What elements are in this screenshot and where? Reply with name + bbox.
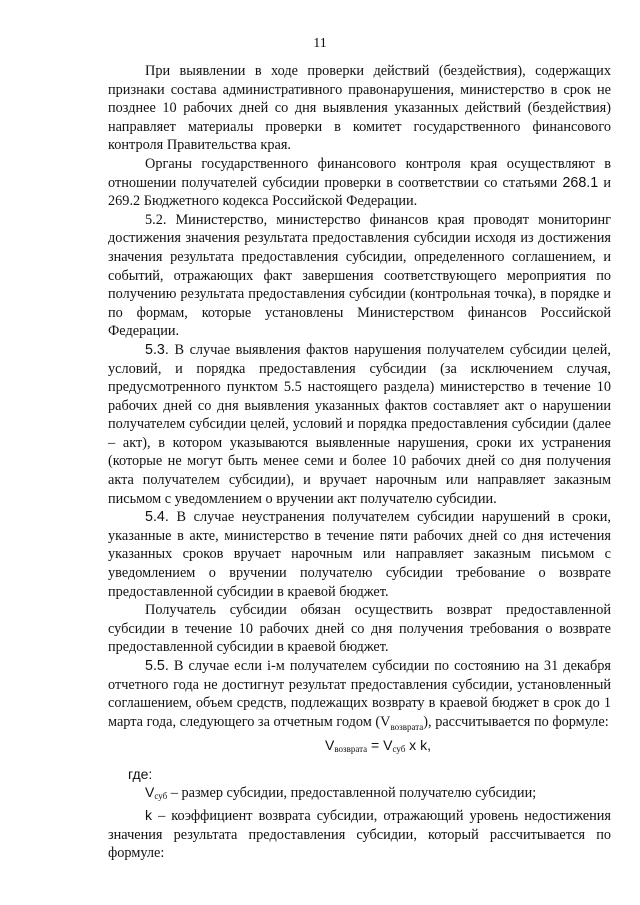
paragraph-5-5-return	[108, 657, 611, 736]
symbol	[145, 784, 167, 800]
paragraph-administrative-violation: При выявлении в ходе проверки действий (бездействия), содержащих признаки состава административного правонарушения, министерство в срок не позднее 10 рабочих дней со дня выявления указанных действий (бездействия) направляет материалы проверки в комитет государственного финансового контроля Правительства края.	[108, 63, 611, 154]
clause-number: 5.5.	[145, 658, 169, 674]
symbol: k	[145, 807, 152, 824]
formula-symbol: V	[325, 737, 335, 754]
definition-k	[108, 806, 611, 863]
definition-v-sub	[108, 783, 611, 806]
paragraph-recipient-obligation: Получатель субсидии обязан осуществить возврат предоставленной субсидии в течение 10 рабочих дней со дня получения требования о возврате предоставленной субсидии в краевой бюджет.	[108, 602, 611, 656]
paragraph-text: ), рассчитывается по формуле:	[423, 713, 609, 730]
where-label: где:	[128, 765, 153, 782]
article-number: 268.1	[562, 174, 599, 191]
document-body	[108, 62, 611, 863]
paragraph-financial-control	[108, 155, 611, 211]
clause-number: 5.4.	[145, 509, 169, 526]
formula-subscript: суб	[392, 744, 406, 755]
paragraph-5-2-monitoring: 5.2. Министерство, министерство финансов края проводят мониторинг достижения значения результата предоставления субсидии исходя из достижения значения результата предоставления субсидии, определенного соглашением, и событий, отражающих факт завершения соответствующего мероприятия по получению результата предоставления субсидии (контрольная точка), в порядке и по формам, которые установлены Министерством финансов Российской Федерации.	[108, 211, 611, 340]
paragraph-text: Органы государственного финансового контроля края осуществляют в отношении получателей субсидии проверки в соответствии со статьями	[108, 155, 611, 191]
paragraph-text: В случае выявления фактов нарушения получателем субсидии целей, условий, и порядка предоставления субсидии (за исключением случая, предусмотренного пунктом 5.5 настоящего раздела) министерство в течение 10 рабочих дней со дня выявления указанных фактов составляет акт о нарушении получателем субсидии целей, условий и порядка предоставления субсидии (далее – акт), в котором указываются выявленные нарушения, сроки их устранения (которые не могут быть менее семи и более 10 рабочих дней со дня получения акта получателем субсидии), и вручает нарочным или направляет заказным письмом с уведомлением о вручении акт получателю субсидии.	[108, 341, 611, 507]
clause-number: 5.3.	[145, 341, 169, 358]
symbol-subscript: суб	[154, 791, 168, 802]
formula-subscript: возврата	[334, 744, 368, 755]
paragraph-5-3-violations	[108, 341, 611, 508]
subscript: возврата	[390, 721, 424, 732]
formula-symbol: = V	[367, 737, 393, 754]
paragraph-text: и 269.2 Бюджетного кодекса Российской Федерации.	[108, 174, 611, 210]
paragraph-5-4-non-elimination	[108, 508, 611, 601]
definition-text: – размер субсидии, предоставленной получателю субсидии;	[167, 785, 537, 802]
formula-symbol: x k,	[405, 737, 431, 754]
symbol-letter: V	[145, 784, 155, 801]
paragraph-text: В случае если i-м получателем субсидии по состоянию на 31 декабря отчетного года не достигнут результат предоставления субсидии, установленный соглашением, объем средств, подлежащих возврату в краевой бюджет в срок до 1 марта года, следующего за отчетным годом (V	[108, 658, 611, 730]
paragraph-text: В случае неустранения получателем субсидии нарушений в сроки, указанные в акте, министерство в течение пяти рабочих дней со дня истечения указанных сроков вручает нарочным или направляет заказным письмом с уведомлением о вручении получателю субсидии требование о возврате предоставленной субсидии в краевой бюджет.	[108, 509, 611, 600]
definition-text: – коэффициент возврата субсидии, отражающий уровень недостижения значения результата предоставления субсидии, который рассчитывается по формуле:	[108, 808, 611, 862]
page-number: 11	[313, 36, 327, 51]
return-formula	[108, 736, 611, 759]
